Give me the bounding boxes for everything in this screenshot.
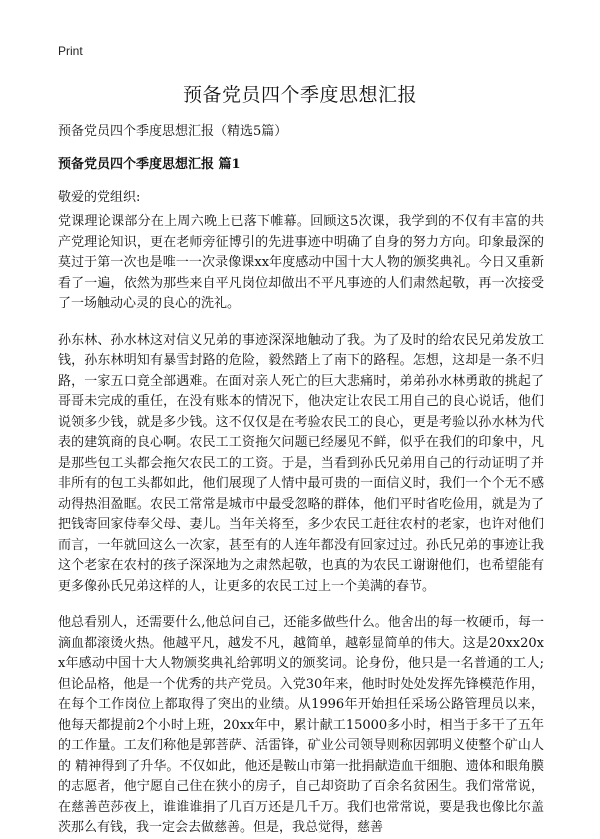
body-text [58,212,544,835]
paragraph: 孙东林、孙水林这对信义兄弟的事迹深深地触动了我。为了及时的给农民兄弟发放工钱，孙东林明知有暴雪封路的危险，毅然踏上了南下的路程。怎想，这却是一条不归路，一家五口竟全部遇难。在面对亲人死亡的巨大悲痛时，弟弟孙水林勇敢的挑起了哥哥未完成的重任，在没有账本的情况下，他决定让农民工用自己的良心说话，他们说领多少钱，就是多少钱。这不仅仅是在考验农民工的良心，更是考验以孙水林为代表的建筑商的良心啊。农民工工资拖欠问题已经屡见不鲜，似乎在我们的印象中，凡是那些包工头都会拖欠农民工的工资。于是，当看到孙氏兄弟用自己的行动证明了并非所有的包工头都如此，他们展现了人情中最可贵的一面信义时，我们一个个无不感动得热泪盈眶。农民工常常是城市中最受忽略的群体，他们平时省吃俭用，就是为了把钱寄回家侍奉父母、妻儿。当年关将至，多少农民工赶往农村的老家，也许对他们而言，一年就回这么一次家，甚至有的人连年都没有回家过过。孙氏兄弟的事迹让我这个老家在农村的孩子深深地为之肃然起敬，也真的为农民工谢谢他们，也希望能有更多像孙氏兄弟这样的人，让更多的农民工过上一个美满的春节。 [58,332,544,594]
section-heading: 预备党员四个季度思想汇报 篇1 [58,157,241,172]
paragraph: 党课理论课部分在上周六晚上已落下帷幕。回顾这5次课，我学到的不仅有丰富的共产党理论知识，更在老师旁征博引的先进事迹中明确了自身的努力方向。印象最深的莫过于第一次也是唯一一次录像课xx年度感动中国十大人物的颁奖典礼。今日又重新看了一遍，依然为那些来自平凡岗位却做出不平凡事迹的人们肃然起敬，再一次接受了一场触动心灵的良心的洗礼。 [58,214,544,311]
document-subtitle: 预备党员四个季度思想汇报（精选5篇） [58,124,288,139]
paragraph: 他总看别人，还需要什么,他总问自己，还能多做些什么。他舍出的每一枚硬币，每一滴血都滚烫火热。他越平凡，越发不凡，越简单，越彰显简单的伟大。这是20xx20xx年感动中国十大人物颁奖典礼给郭明义的颁奖词。论身份，他只是一名普通的工人;但论品格，他是一个优秀的共产党员。入党30年来，他时时处处发挥先锋模范作用，在每个工作岗位上都取得了突出的业绩。从1996年开始担任采场公路管理员以来，他每天都提前2个小时上班，20xx年中，累计献工15000多小时，相当于多干了五年的工作量。工友们称他是郭菩萨、活雷锋，矿业公司领导则称因郭明义使整个矿山人的 精神得到了升华。不仅如此，他还是鞍山市第一批捐献造血干细胞、遗体和眼角膜的志愿者，他宁愿自己住在狭小的房子，自己却资助了百余名贫困生。我们常常说，在慈善芭莎夜上，谁谁谁捐了几百万还是几千万。我们也常常说，要是我也像比尔盖茨那么有钱，我一定会去做慈善。但是，我总觉得，慈善 [58,615,544,835]
salutation: 敬爱的党组织: [58,190,141,205]
print-link[interactable]: Print [58,44,83,58]
page-title: 预备党员四个季度思想汇报 [182,84,417,106]
